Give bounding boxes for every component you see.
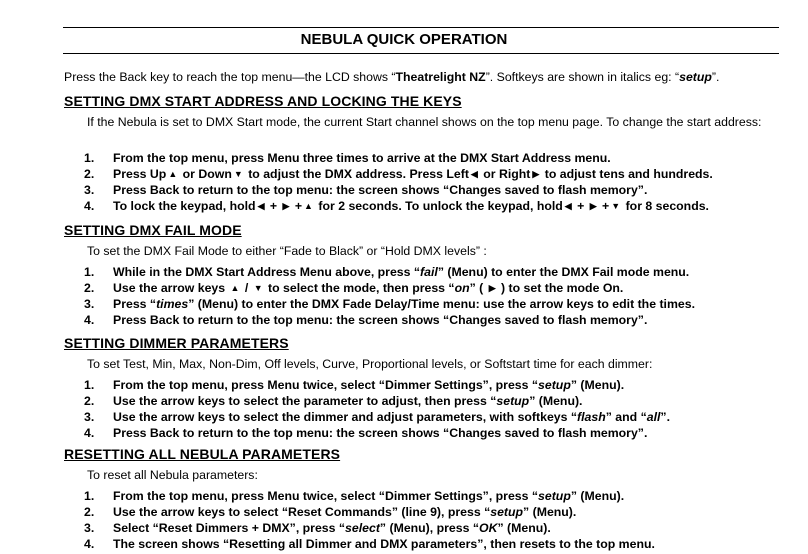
- up-arrow-icon: ▲: [304, 201, 313, 211]
- section-description: To set Test, Min, Max, Non-Dim, Off levels, Curve, Proportional levels, or Softstart time for each dimmer:: [87, 357, 653, 371]
- top-rule: [63, 27, 779, 28]
- section-heading-dimmer-params: SETTING DIMMER PARAMETERS: [64, 335, 289, 351]
- softkey-setup: setup: [538, 489, 571, 503]
- section-description: If the Nebula is set to DMX Start mode, the current Start channel shows on the top menu page. To change the start address:: [87, 115, 762, 129]
- title-rule: [63, 53, 779, 54]
- left-arrow-icon: ◀: [257, 201, 265, 211]
- softkey-flash: flash: [577, 410, 606, 424]
- left-arrow-icon: ◀: [564, 201, 572, 211]
- softkey-ok: OK: [479, 521, 498, 535]
- softkey-select: select: [345, 521, 380, 535]
- right-arrow-icon: ▶: [488, 283, 496, 293]
- page-title: NEBULA QUICK OPERATION: [300, 31, 508, 48]
- section-description: To set the DMX Fail Mode to either “Fade to Black” or “Hold DMX levels” :: [87, 244, 487, 258]
- up-arrow-icon: ▲: [168, 169, 178, 179]
- right-arrow-icon: ▶: [589, 201, 597, 211]
- section-heading-dmx-fail: SETTING DMX FAIL MODE: [64, 222, 242, 238]
- right-arrow-icon: ▶: [532, 169, 540, 179]
- right-arrow-icon: ▶: [282, 201, 290, 211]
- softkey-on: on: [454, 281, 470, 295]
- down-arrow-icon: ▼: [611, 201, 621, 211]
- softkey-setup: setup: [490, 505, 524, 519]
- down-arrow-icon: ▼: [233, 169, 243, 179]
- intro-text: ”. Softkeys are shown in italics eg: “: [485, 70, 680, 84]
- lcd-text: Theatrelight NZ: [395, 70, 486, 84]
- softkey-times: times: [156, 297, 189, 311]
- intro-text: ”.: [711, 70, 720, 84]
- softkey-all: all: [646, 410, 661, 424]
- down-arrow-icon: ▼: [253, 283, 263, 293]
- softkey-example: setup: [679, 70, 712, 84]
- softkey-setup: setup: [538, 378, 571, 392]
- softkey-fail: fail: [420, 265, 438, 279]
- section-heading-reset: RESETTING ALL NEBULA PARAMETERS: [64, 446, 341, 462]
- intro-paragraph: [64, 70, 719, 84]
- section-heading-dmx-start: SETTING DMX START ADDRESS AND LOCKING THE KEYS: [64, 93, 462, 109]
- softkey-setup: setup: [496, 394, 530, 408]
- section-description: To reset all Nebula parameters:: [87, 468, 258, 482]
- intro-text: Press the Back key to reach the top menu—the LCD shows “: [64, 70, 396, 84]
- up-arrow-icon: ▲: [230, 283, 240, 293]
- left-arrow-icon: ◀: [470, 169, 478, 179]
